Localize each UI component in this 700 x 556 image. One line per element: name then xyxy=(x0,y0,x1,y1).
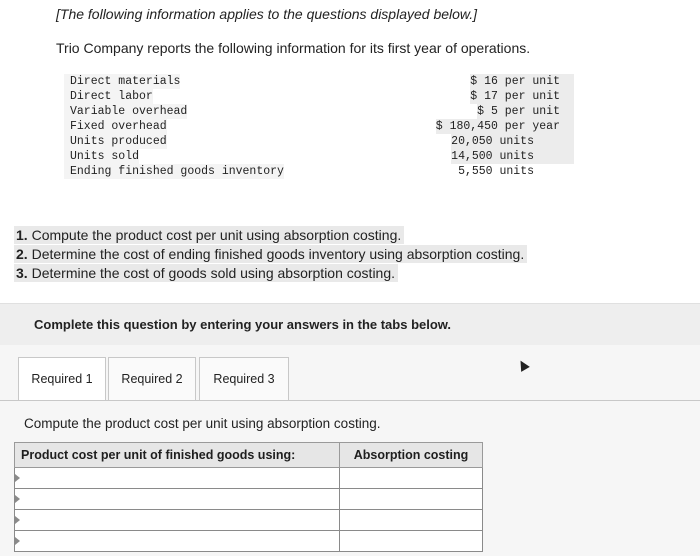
table-row xyxy=(15,531,483,552)
company-data-table xyxy=(64,74,574,179)
item-cell xyxy=(15,468,340,489)
row-marker-icon xyxy=(15,516,20,524)
amount-cell xyxy=(340,531,483,552)
data-value: $ 16 per unit xyxy=(470,74,574,89)
panel-prompt: Compute the product cost per unit using absorption costing. xyxy=(24,416,381,431)
data-label: Direct labor xyxy=(64,89,153,104)
amount-cell xyxy=(340,468,483,489)
question-number: 2. xyxy=(16,246,28,262)
question-3 xyxy=(14,264,398,282)
tab-required-1[interactable] xyxy=(18,357,106,401)
data-value: 5,550 units xyxy=(458,165,534,178)
tab-label: Required 2 xyxy=(121,372,183,386)
question-number: 1. xyxy=(16,227,28,243)
tab-required-3[interactable] xyxy=(199,357,289,401)
question-text: Determine the cost of goods sold using absorption costing. xyxy=(31,265,396,281)
amount-input[interactable] xyxy=(340,510,482,530)
item-cell xyxy=(15,510,340,531)
amount-cell xyxy=(340,510,483,531)
answer-header-absorption: Absorption costing xyxy=(340,443,483,468)
tab-divider xyxy=(0,400,700,401)
instruction-text: Complete this question by entering your answers in the tabs below. xyxy=(34,317,452,332)
data-row-units-sold xyxy=(64,149,574,164)
data-label: Direct materials xyxy=(64,74,180,89)
data-row-units-produced xyxy=(64,134,574,149)
tab-label: Required 1 xyxy=(31,372,93,386)
data-value: $ 5 per unit xyxy=(477,104,574,119)
tab-required-2[interactable] xyxy=(108,357,196,401)
data-value: 20,050 units xyxy=(451,134,574,149)
data-row-fixed-overhead xyxy=(64,119,574,134)
data-row-variable-overhead xyxy=(64,104,574,119)
data-row-direct-materials xyxy=(64,74,574,89)
data-value: $ 17 per unit xyxy=(470,89,574,104)
row-marker-icon xyxy=(15,474,20,482)
row-marker-icon xyxy=(15,537,20,545)
item-select[interactable] xyxy=(15,489,339,509)
data-label: Variable overhead xyxy=(64,104,187,119)
question-1 xyxy=(14,226,404,244)
amount-input[interactable] xyxy=(340,531,482,551)
item-cell xyxy=(15,531,340,552)
answer-header-item: Product cost per unit of finished goods using: xyxy=(15,443,340,468)
intro-text: Trio Company reports the following information for its first year of operations. xyxy=(56,40,531,56)
intro-note: [The following information applies to the questions displayed below.] xyxy=(56,6,478,22)
data-label: Ending finished goods inventory xyxy=(64,164,284,179)
answer-table xyxy=(14,442,483,552)
item-select[interactable] xyxy=(15,468,339,488)
table-row xyxy=(15,489,483,510)
item-select[interactable] xyxy=(15,510,339,530)
question-text: Determine the cost of ending finished goods inventory using absorption costing. xyxy=(31,246,525,262)
row-marker-icon xyxy=(15,495,20,503)
instruction-band xyxy=(0,303,700,346)
data-value: $ 180,450 per year xyxy=(436,119,574,134)
item-cell xyxy=(15,489,340,510)
data-row-ending-inventory xyxy=(64,164,574,179)
question-text: Compute the product cost per unit using absorption costing. xyxy=(31,227,402,243)
question-2 xyxy=(14,245,527,263)
tab-label: Required 3 xyxy=(213,372,275,386)
table-row xyxy=(15,510,483,531)
question-number: 3. xyxy=(16,265,28,281)
amount-input[interactable] xyxy=(340,489,482,509)
data-value: 14,500 units xyxy=(451,149,574,164)
data-row-direct-labor xyxy=(64,89,574,104)
item-select[interactable] xyxy=(15,531,339,551)
question-list xyxy=(14,226,527,283)
amount-input[interactable] xyxy=(340,468,482,488)
table-row xyxy=(15,468,483,489)
data-label: Units sold xyxy=(64,149,139,164)
amount-cell xyxy=(340,489,483,510)
data-label: Fixed overhead xyxy=(64,119,167,134)
data-label: Units produced xyxy=(64,134,167,149)
